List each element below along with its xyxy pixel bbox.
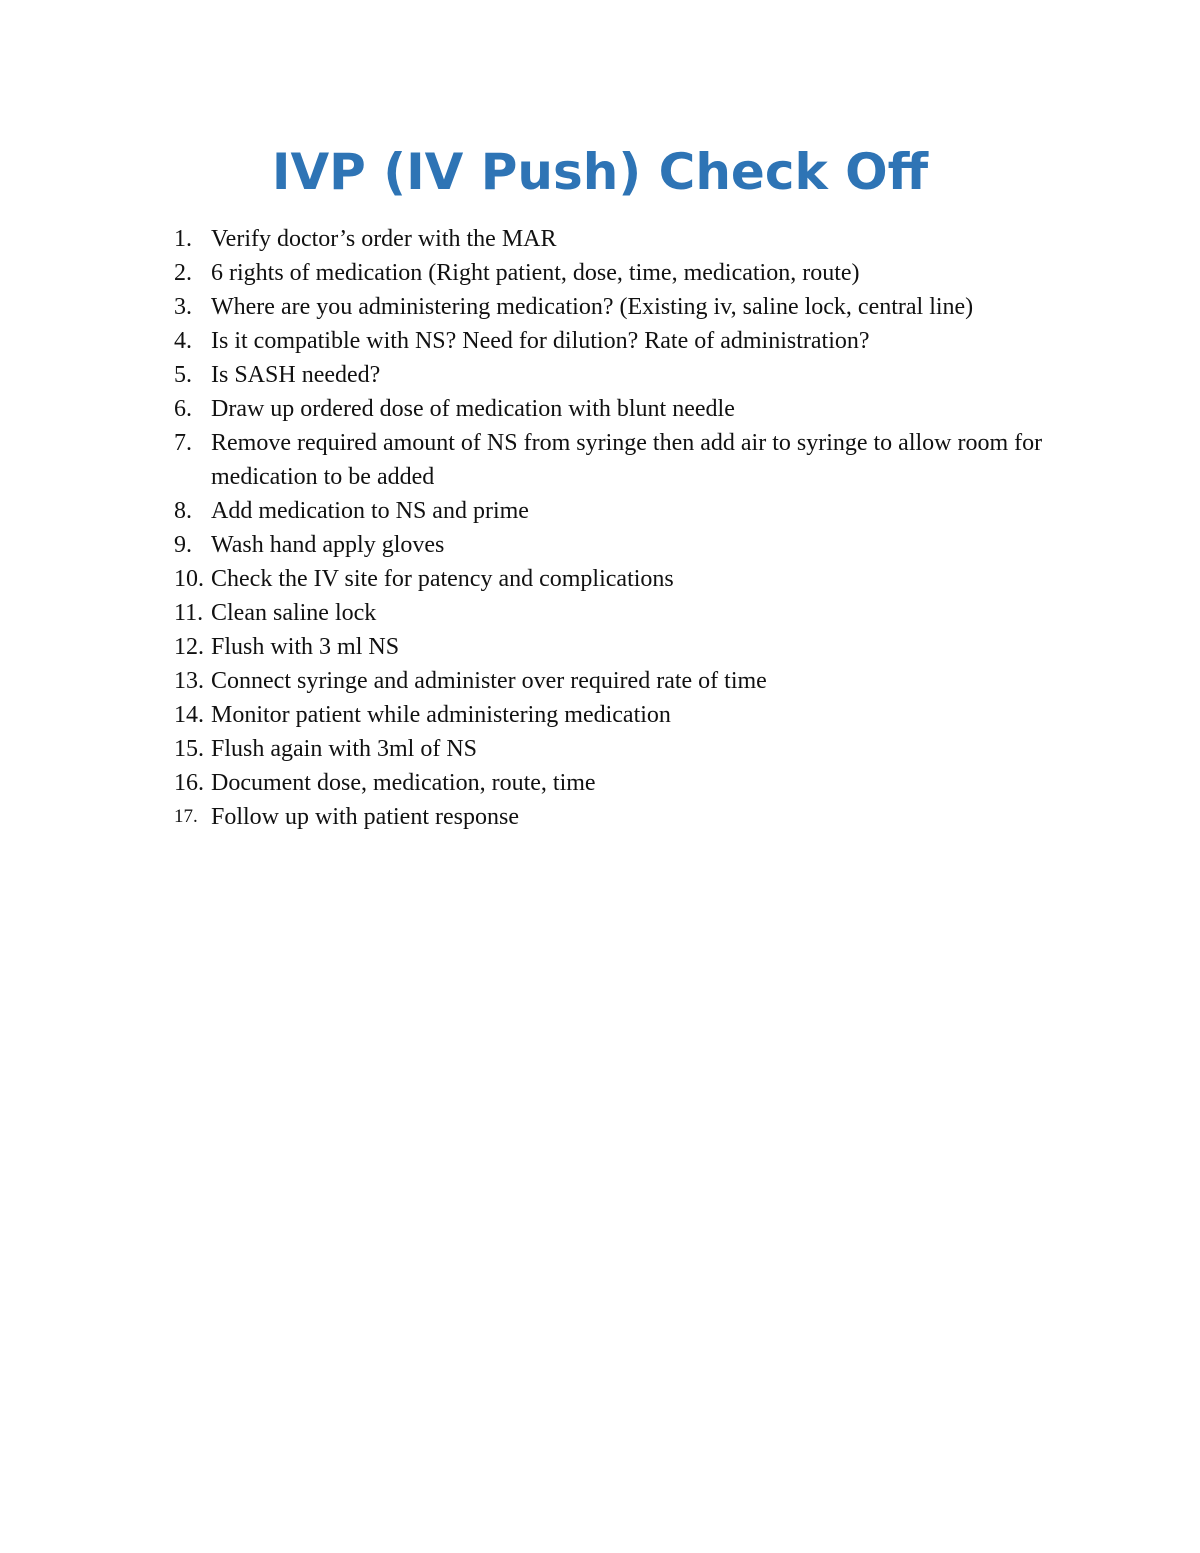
step-text: Follow up with patient response xyxy=(211,804,519,830)
step-text: Document dose, medication, route, time xyxy=(211,770,596,796)
list-item xyxy=(174,358,1074,392)
list-item xyxy=(174,664,1074,698)
step-text: Is SASH needed? xyxy=(211,362,381,388)
step-text: Remove required amount of NS from syringe then add air to syringe to allow room for medication to be added xyxy=(211,430,1043,490)
step-number: 7. xyxy=(174,430,192,456)
step-number: 15. xyxy=(174,736,204,762)
list-item xyxy=(174,392,1074,426)
step-text: Flush again with 3ml of NS xyxy=(211,736,478,762)
step-number: 4. xyxy=(174,328,192,354)
step-number: 13. xyxy=(174,668,204,694)
step-text: Wash hand apply gloves xyxy=(211,532,445,558)
list-item xyxy=(174,562,1074,596)
list-item xyxy=(174,800,1074,834)
step-text: Connect syringe and administer over required rate of time xyxy=(211,668,767,694)
list-item xyxy=(174,222,1074,256)
step-number: 8. xyxy=(174,498,192,524)
list-item xyxy=(174,732,1074,766)
step-number: 17. xyxy=(174,806,198,827)
step-text: Verify doctor’s order with the MAR xyxy=(211,226,557,252)
step-number: 3. xyxy=(174,294,192,320)
step-text: Draw up ordered dose of medication with blunt needle xyxy=(211,396,735,422)
step-text: Add medication to NS and prime xyxy=(211,498,529,524)
step-number: 10. xyxy=(174,566,204,592)
list-item xyxy=(174,528,1074,562)
step-text: Is it compatible with NS? Need for dilution? Rate of administration? xyxy=(211,328,870,354)
document-title: IVP (IV Push) Check Off xyxy=(271,143,929,201)
list-item xyxy=(174,494,1074,528)
list-item xyxy=(174,426,1074,494)
step-number: 11. xyxy=(174,600,204,626)
step-number: 6. xyxy=(174,396,192,422)
step-number: 5. xyxy=(174,362,192,388)
step-number: 14. xyxy=(174,702,204,728)
list-item xyxy=(174,324,1074,358)
list-item xyxy=(174,698,1074,732)
step-text: 6 rights of medication (Right patient, dose, time, medication, route) xyxy=(211,260,860,286)
step-text: Monitor patient while administering medication xyxy=(211,702,671,728)
step-text: Check the IV site for patency and complications xyxy=(211,566,674,592)
step-number: 16. xyxy=(174,770,204,796)
step-number: 9. xyxy=(174,532,192,558)
step-number: 2. xyxy=(174,260,192,286)
list-item xyxy=(174,766,1074,800)
list-item xyxy=(174,290,1074,324)
checklist-steps xyxy=(174,222,1074,834)
step-number: 12. xyxy=(174,634,204,660)
list-item xyxy=(174,630,1074,664)
step-text: Flush with 3 ml NS xyxy=(211,634,400,660)
step-number: 1. xyxy=(174,226,192,252)
list-item xyxy=(174,596,1074,630)
list-item xyxy=(174,256,1074,290)
step-text: Clean saline lock xyxy=(211,600,377,626)
step-text: Where are you administering medication? (Existing iv, saline lock, central line) xyxy=(211,294,974,320)
